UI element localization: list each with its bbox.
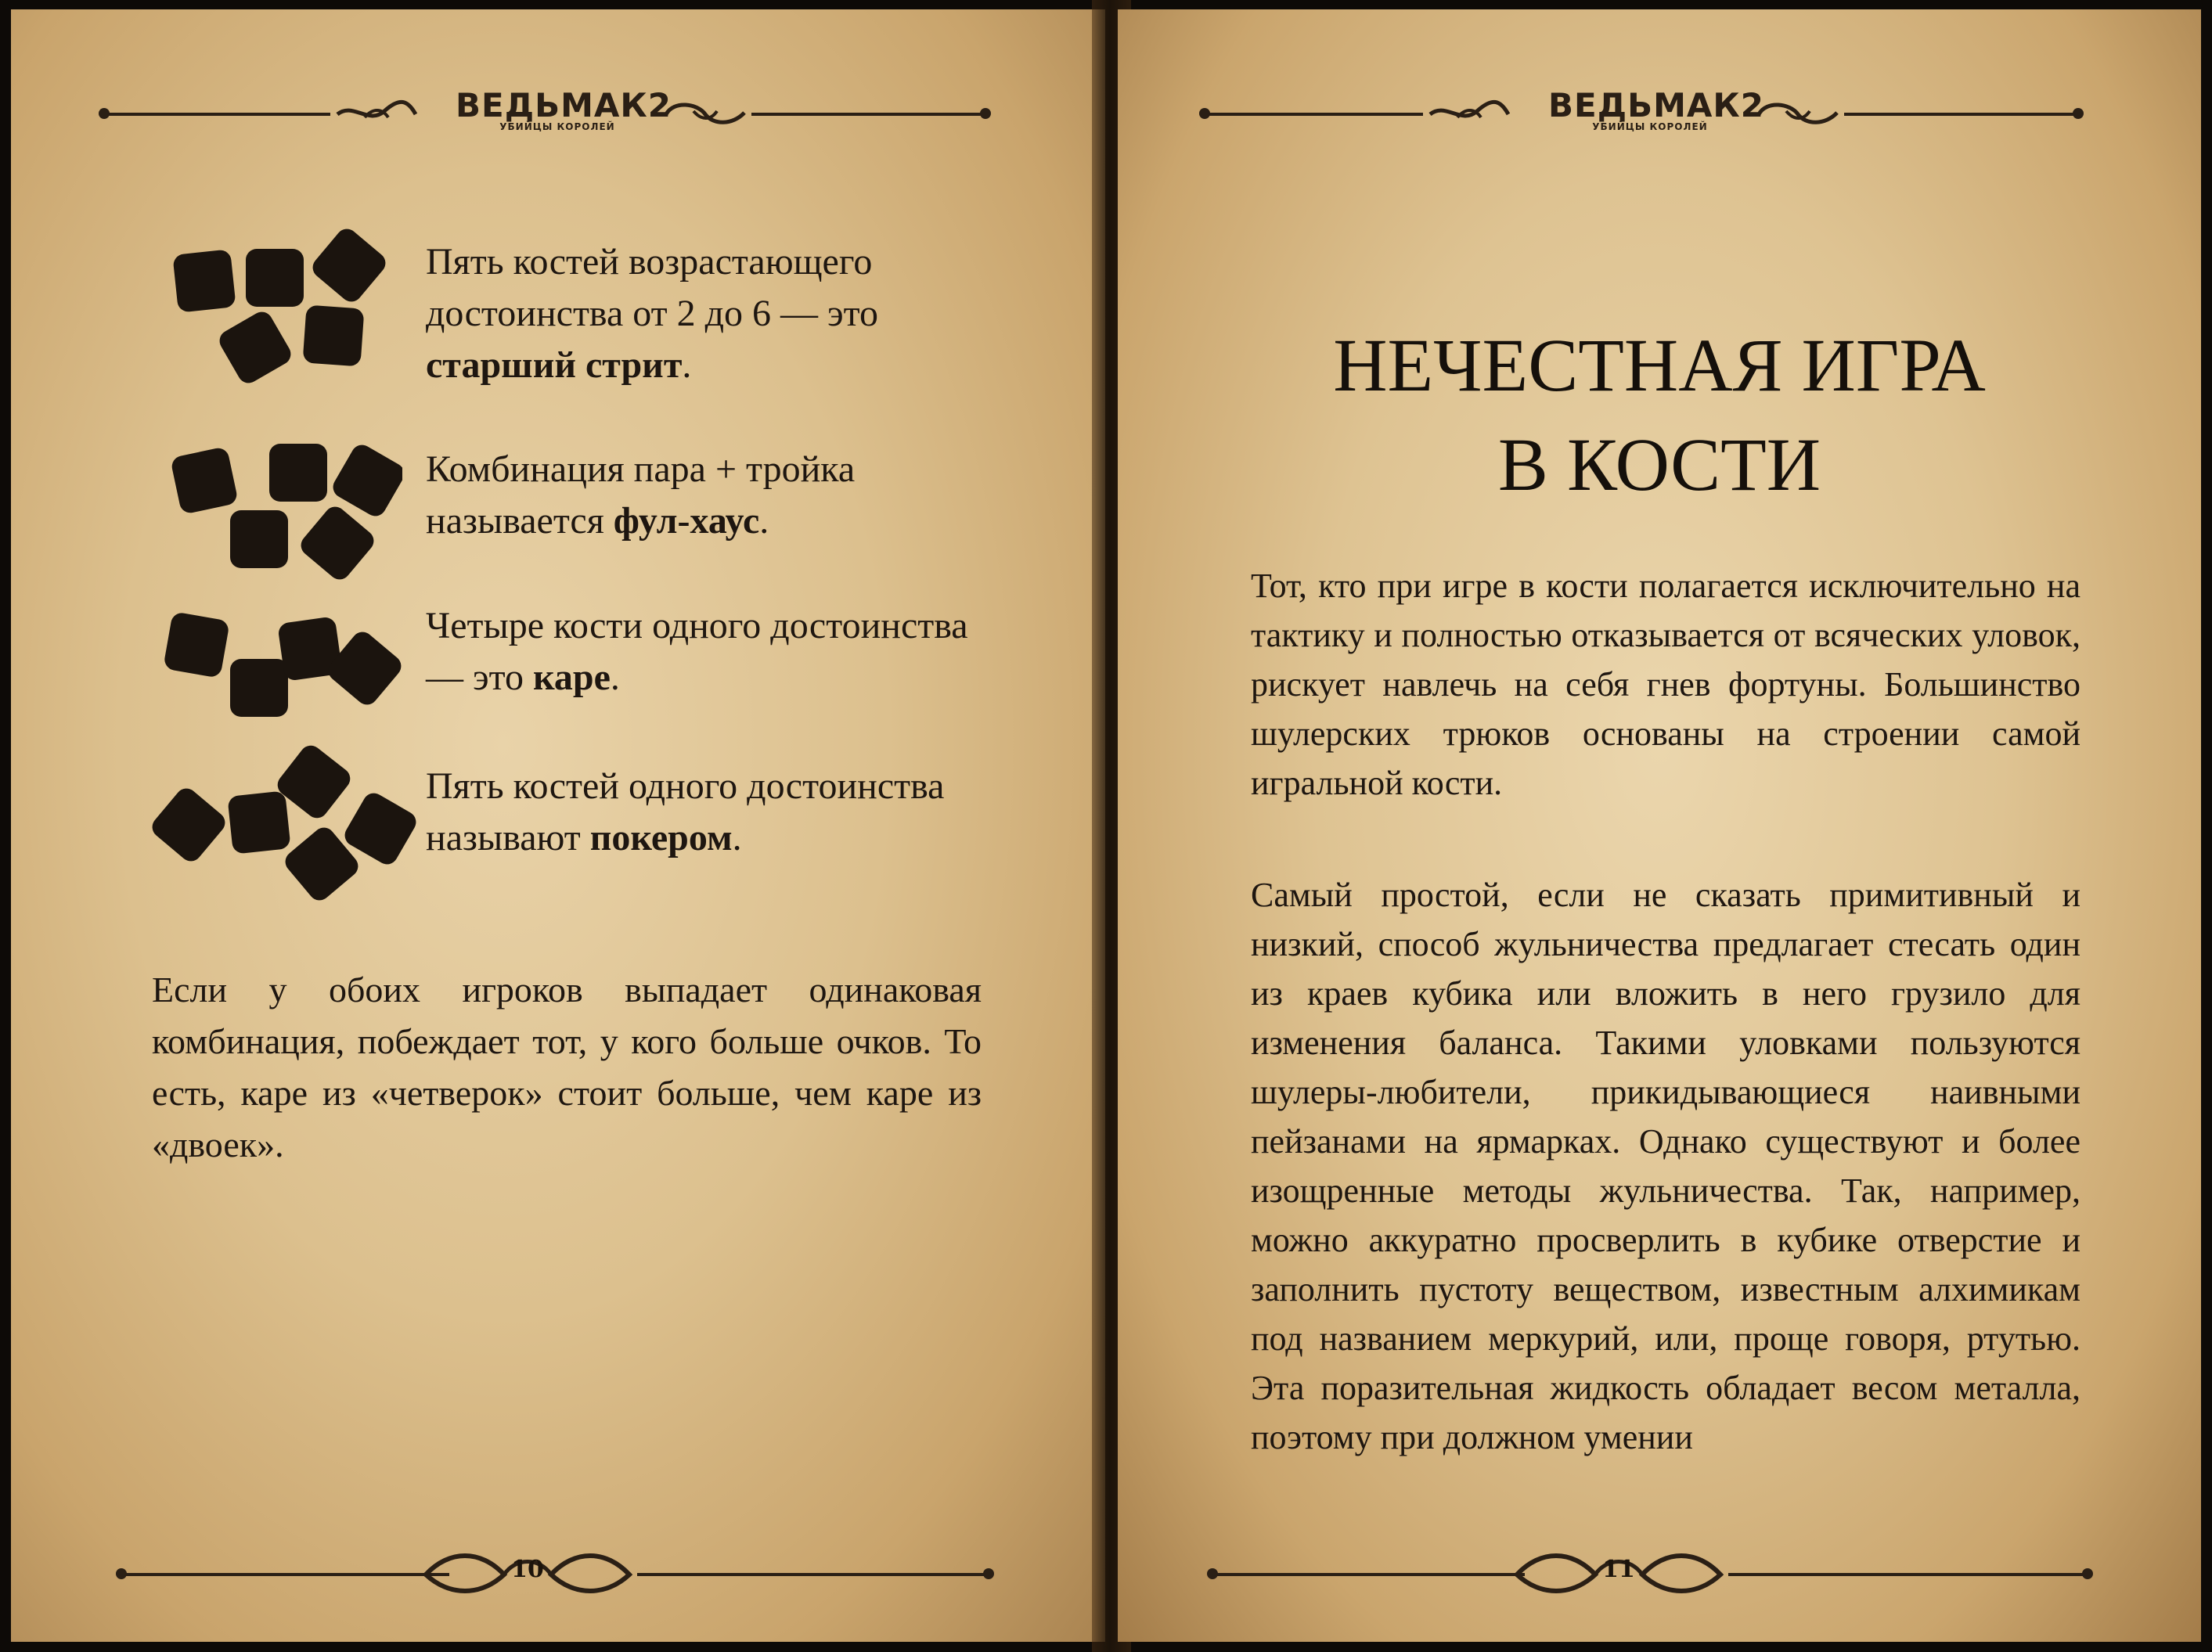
right-page-paragraph-2: Самый простой, если не сказать примитивный и низкий, способ жульничества предлагает стесать один из краев кубика или вложить в него грузило для изменения баланса. Такими уловками пользуются шулеры-любители, прикидывающиеся наивными пейзанами на ярмарках. Однако существуют и более изощренные методы жульничества. Так, например, можно аккуратно просверлить в кубике отверстие и заполнить пустоту веществом, известным алхимикам под названием меркурий, или, проще говоря, ртутью. Эта поразительная жидкость обладает весом металла, поэтому при должном умении (1251, 876, 2081, 1456)
section-title-line2: В КОСТИ (1497, 423, 1821, 506)
header-rule-left (103, 113, 330, 116)
header-rule-right (1844, 113, 2079, 116)
section-title-line1: НЕЧЕСТНАЯ ИГРА (1333, 323, 1986, 407)
left-page-footer (11, 1542, 1105, 1604)
right-page-footer (1118, 1542, 2201, 1604)
logo-subtitle: УБИЙЦЫ КОРОЛЕЙ (499, 121, 615, 132)
right-page-paragraph-1: Тот, кто при игре в кости полагается исключительно на тактику и полностью отказывается от всяческих уловок, рискует навлечь на себя гнев фортуны. Большинство шулерских трюков основаны на строении самой игральной кости. (1251, 567, 2081, 802)
header-flourish-left-icon (1426, 94, 1512, 133)
left-page (11, 9, 1105, 1642)
combination-straight-text: Пять костей возрастающего достоинства от 2 до 6 — это старший стрит. (426, 241, 878, 386)
header-rule-right (751, 113, 986, 116)
left-page-header (11, 86, 1105, 157)
page-number-right: 11 (1602, 1556, 1635, 1583)
header-flourish-right-icon (662, 94, 748, 133)
header-rule-left (1204, 113, 1423, 116)
footer-rule-right (1728, 1573, 2088, 1576)
left-page-paragraph: Если у обоих игроков выпадает одинаковая комбинация, побеждает тот, у кого больше очков. То есть, каре из «четверок» стоит больше, чем каре из «двоек». (152, 970, 982, 1164)
combination-four-of-a-kind-text: Четыре кости одного достоинства — это каре. (426, 605, 968, 698)
footer-rule-left (1212, 1573, 1525, 1576)
header-flourish-left-icon (333, 94, 420, 133)
dice-poker-icon (152, 745, 418, 909)
header-flourish-right-icon (1755, 94, 1841, 133)
logo-title: ВЕДЬМАК2 (456, 86, 672, 124)
combination-full-house (152, 436, 1013, 592)
dice-straight-icon (152, 221, 402, 393)
combination-four-of-a-kind (152, 592, 1013, 749)
dice-four-of-a-kind-icon (152, 592, 402, 741)
footer-rule-right (637, 1573, 989, 1576)
page-number-left: 10 (511, 1556, 544, 1583)
right-page (1118, 9, 2201, 1642)
combination-poker (152, 745, 1013, 917)
footer-rule-left (121, 1573, 449, 1576)
combination-straight (152, 221, 1013, 409)
game-logo (456, 86, 672, 132)
combination-full-house-text: Комбинация пара + тройка называется фул-хаус. (426, 448, 856, 542)
game-logo (1548, 86, 1764, 132)
right-page-header (1118, 86, 2201, 157)
logo-subtitle: УБИЙЦЫ КОРОЛЕЙ (1592, 121, 1708, 132)
logo-title: ВЕДЬМАК2 (1548, 86, 1764, 124)
combination-poker-text: Пять костей одного достоинства называют покером. (426, 765, 945, 858)
dice-full-house-icon (152, 436, 402, 585)
